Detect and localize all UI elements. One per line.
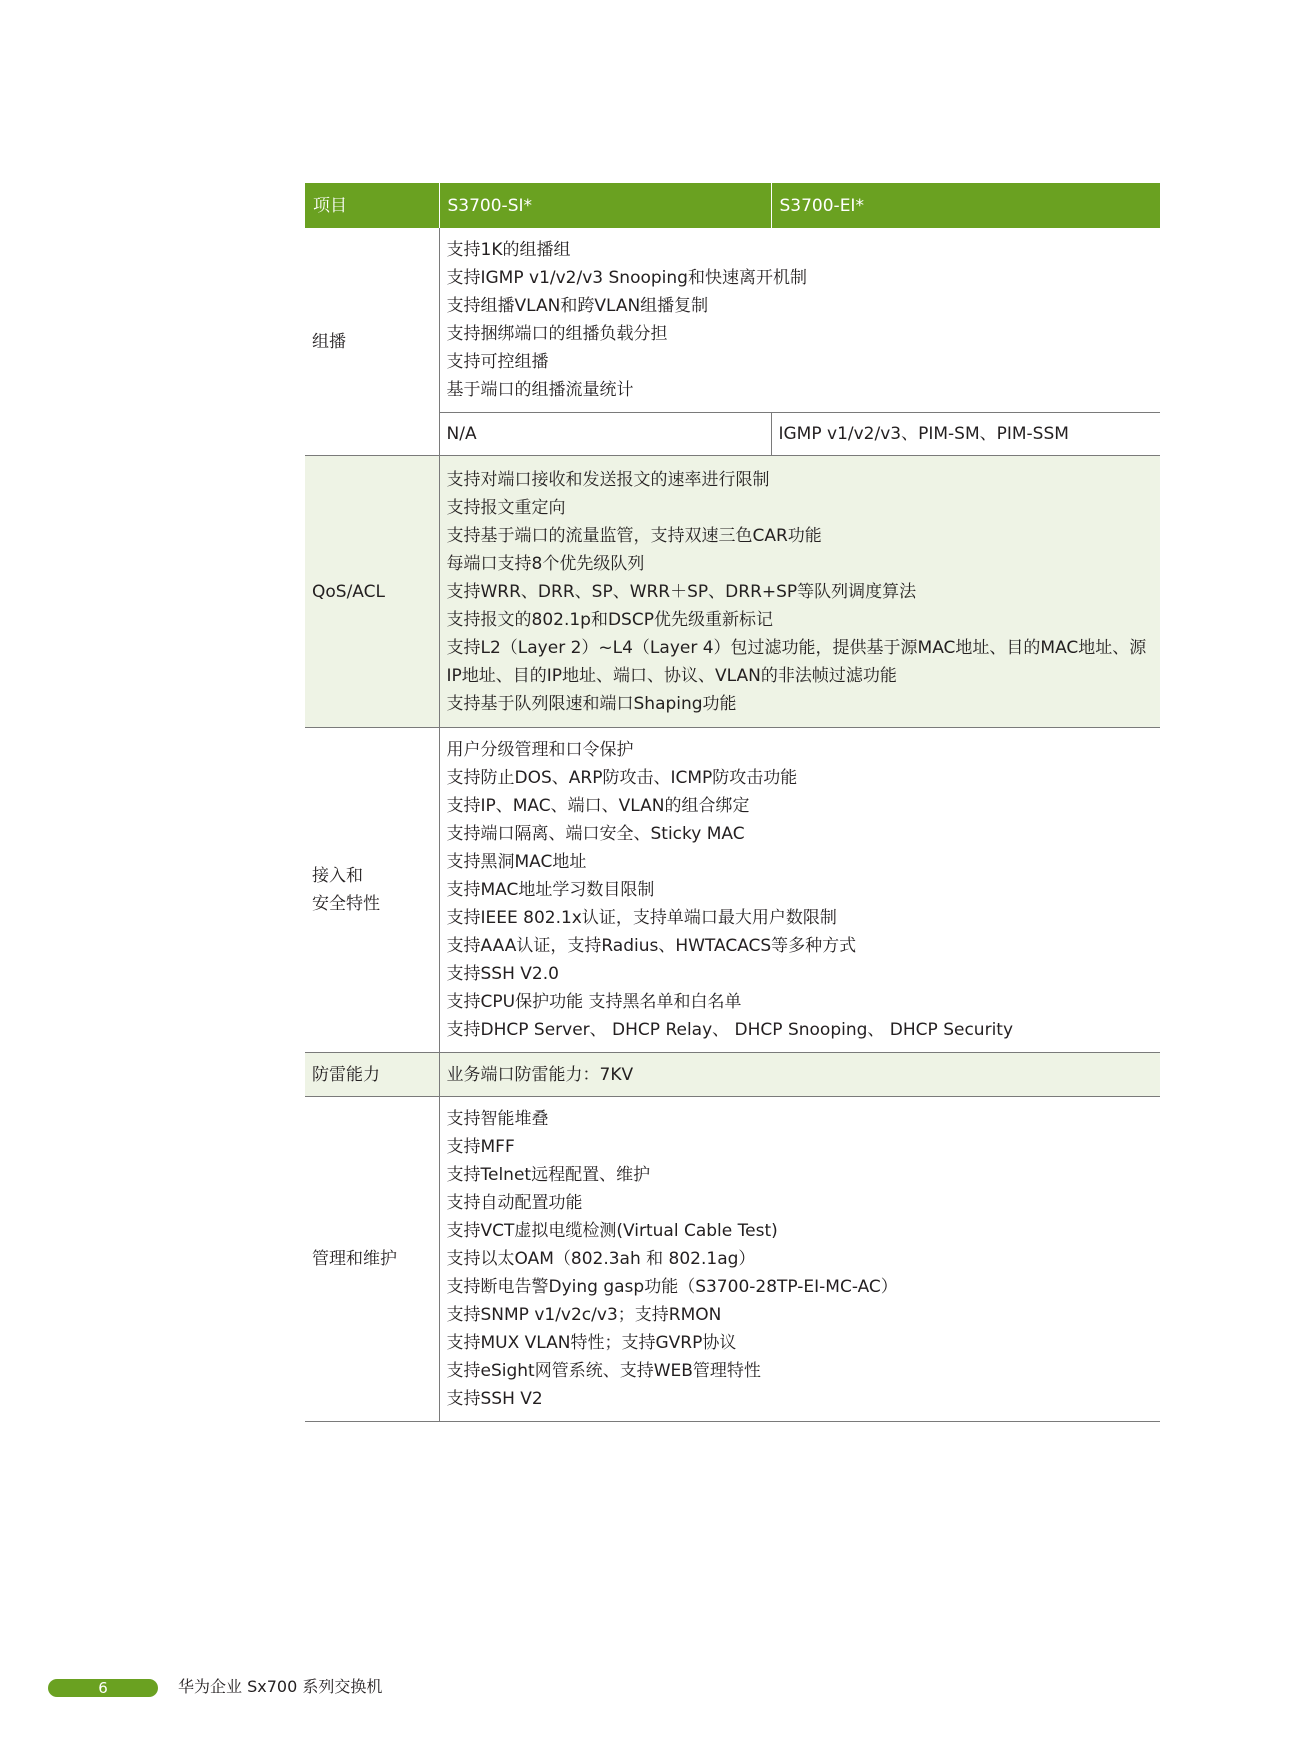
header-item: 项目	[305, 183, 439, 228]
page-number-badge: 6	[48, 1679, 158, 1697]
management-features	[439, 1097, 1160, 1422]
row-lightning	[305, 1053, 1160, 1097]
list-item: 支持SSH V2.0	[446, 964, 559, 984]
category-security	[305, 728, 439, 1053]
list-item: 支持DHCP Server、 DHCP Relay、 DHCP Snooping、 DHCP Security	[446, 1020, 1014, 1040]
list-item: 支持捆绑端口的组播负载分担	[446, 324, 668, 344]
list-item: 支持IEEE 802.1x认证，支持单端口最大用户数限制	[446, 908, 837, 928]
list-item: 支持SSH V2	[446, 1389, 543, 1409]
category-qos: QoS/ACL	[305, 456, 439, 728]
category-security-line1: 接入和	[312, 866, 363, 886]
security-features	[439, 728, 1160, 1053]
list-item: 支持基于队列限速和端口Shaping功能	[446, 693, 737, 714]
lightning-value: 业务端口防雷能力：7KV	[439, 1053, 1160, 1097]
list-item: 支持黑洞MAC地址	[446, 852, 587, 872]
list-item: 支持端口隔离、端口安全、Sticky MAC	[446, 824, 745, 844]
multicast-ei-value: IGMP v1/v2/v3、PIM-SM、PIM-SSM	[771, 413, 1160, 456]
list-item: 支持WRR、DRR、SP、WRR＋SP、DRR+SP等队列调度算法	[446, 581, 917, 602]
table-header-row	[305, 183, 1160, 228]
list-item: 基于端口的组播流量统计	[446, 380, 634, 400]
list-item: 支持VCT虚拟电缆检测(Virtual Cable Test)	[446, 1221, 778, 1241]
multicast-si-value: N/A	[439, 413, 771, 456]
list-item: 支持CPU保护功能 支持黑名单和白名单	[446, 992, 742, 1012]
list-item: 支持断电告警Dying gasp功能（S3700-28TP-EI-MC-AC）	[446, 1277, 898, 1297]
category-lightning: 防雷能力	[305, 1053, 439, 1097]
list-item: 支持防止DOS、ARP防攻击、ICMP防攻击功能	[446, 768, 798, 788]
list-item: 支持IP、MAC、端口、VLAN的组合绑定	[446, 796, 750, 816]
list-item: 支持报文的802.1p和DSCP优先级重新标记	[446, 609, 773, 630]
category-security-line2: 安全特性	[312, 894, 380, 914]
list-item: 支持Telnet远程配置、维护	[446, 1165, 651, 1185]
list-item: 支持AAA认证，支持Radius、HWTACACS等多种方式	[446, 936, 857, 956]
list-item: 支持L2（Layer 2）~L4（Layer 4）包过滤功能，提供基于源MAC地址、目的MAC地址、源IP地址、目的IP地址、端口、协议、VLAN的非法帧过滤功能	[446, 637, 1147, 686]
list-item: 支持基于端口的流量监管，支持双速三色CAR功能	[446, 525, 822, 546]
row-management	[305, 1097, 1160, 1422]
list-item: 支持IGMP v1/v2/v3 Snooping和快速离开机制	[446, 268, 807, 288]
footer-title: 华为企业 Sx700 系列交换机	[178, 1677, 383, 1696]
list-item: 支持智能堆叠	[446, 1109, 549, 1129]
list-item: 支持SNMP v1/v2c/v3；支持RMON	[446, 1305, 722, 1325]
list-item: 支持以太OAM（802.3ah 和 802.1ag）	[446, 1249, 756, 1269]
qos-features	[439, 456, 1160, 728]
list-item: 支持MUX VLAN特性；支持GVRP协议	[446, 1333, 737, 1353]
list-item: 支持MAC地址学习数目限制	[446, 880, 655, 900]
category-management: 管理和维护	[305, 1097, 439, 1422]
multicast-features	[439, 228, 1160, 413]
row-qos	[305, 456, 1160, 728]
list-item: 支持可控组播	[446, 352, 549, 372]
header-s3700-ei: S3700-EI*	[771, 183, 1160, 228]
list-item: 支持对端口接收和发送报文的速率进行限制	[446, 469, 770, 490]
list-item: 每端口支持8个优先级队列	[446, 553, 645, 574]
list-item: 支持1K的组播组	[446, 240, 571, 260]
spec-table	[305, 183, 1160, 1422]
list-item: 支持组播VLAN和跨VLAN组播复制	[446, 296, 709, 316]
row-security	[305, 728, 1160, 1053]
list-item: 支持自动配置功能	[446, 1193, 583, 1213]
list-item: 支持eSight网管系统、支持WEB管理特性	[446, 1361, 761, 1381]
list-item: 支持报文重定向	[446, 497, 566, 518]
header-s3700-si: S3700-SI*	[439, 183, 771, 228]
list-item: 用户分级管理和口令保护	[446, 740, 634, 760]
category-multicast: 组播	[305, 228, 439, 456]
row-multicast	[305, 228, 1160, 413]
list-item: 支持MFF	[446, 1137, 515, 1157]
